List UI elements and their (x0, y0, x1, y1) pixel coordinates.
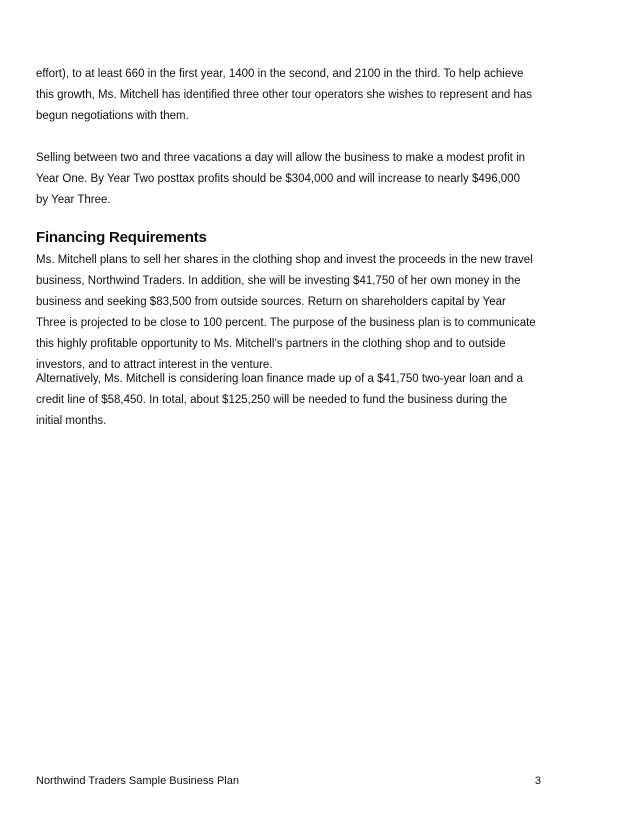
paragraph-profits (36, 148, 611, 211)
text-line: effort), to at least 660 in the first year, 1400 in the second, and 2100 in the third. To help achieve (36, 68, 524, 80)
text-line: investors, and to attract interest in the venture. (36, 359, 273, 371)
text-line: Selling between two and three vacations a day will allow the business to make a modest profit in (36, 152, 526, 164)
section-heading: Financing Requirements (36, 229, 207, 246)
text-line: business and seeking $83,500 from outside sources. Return on shareholders capital by Year (36, 296, 506, 308)
paragraph-loan-finance (36, 369, 611, 432)
text-line: Three is projected to be close to 100 percent. The purpose of the business plan is to communicate (36, 317, 536, 329)
text-line: Year One. By Year Two posttax profits should be $304,000 and will increase to nearly $496,000 (36, 173, 520, 185)
paragraph-financing (36, 250, 611, 376)
page-number: 3 (534, 775, 541, 787)
paragraph-growth (36, 64, 611, 127)
text-line: this growth, Ms. Mitchell has identified three other tour operators she wishes to represent and has (36, 89, 533, 101)
footer-title: Northwind Traders Sample Business Plan (36, 775, 239, 787)
text-line: by Year Three. (36, 194, 111, 206)
text-line: this highly profitable opportunity to Ms. Mitchell’s partners in the clothing shop and to outside (36, 338, 506, 350)
text-line: Alternatively, Ms. Mitchell is considering loan finance made up of a $41,750 two-year loan and a (36, 373, 523, 385)
document-page (36, 0, 611, 826)
text-line: credit line of $58,450. In total, about $125,250 will be needed to fund the business during the (36, 394, 508, 406)
text-line: begun negotiations with them. (36, 110, 189, 122)
text-line: initial months. (36, 415, 107, 427)
text-line: Ms. Mitchell plans to sell her shares in the clothing shop and invest the proceeds in the new travel (36, 254, 533, 266)
text-line: business, Northwind Traders. In addition, she will be investing $41,750 of her own money in the (36, 275, 521, 287)
